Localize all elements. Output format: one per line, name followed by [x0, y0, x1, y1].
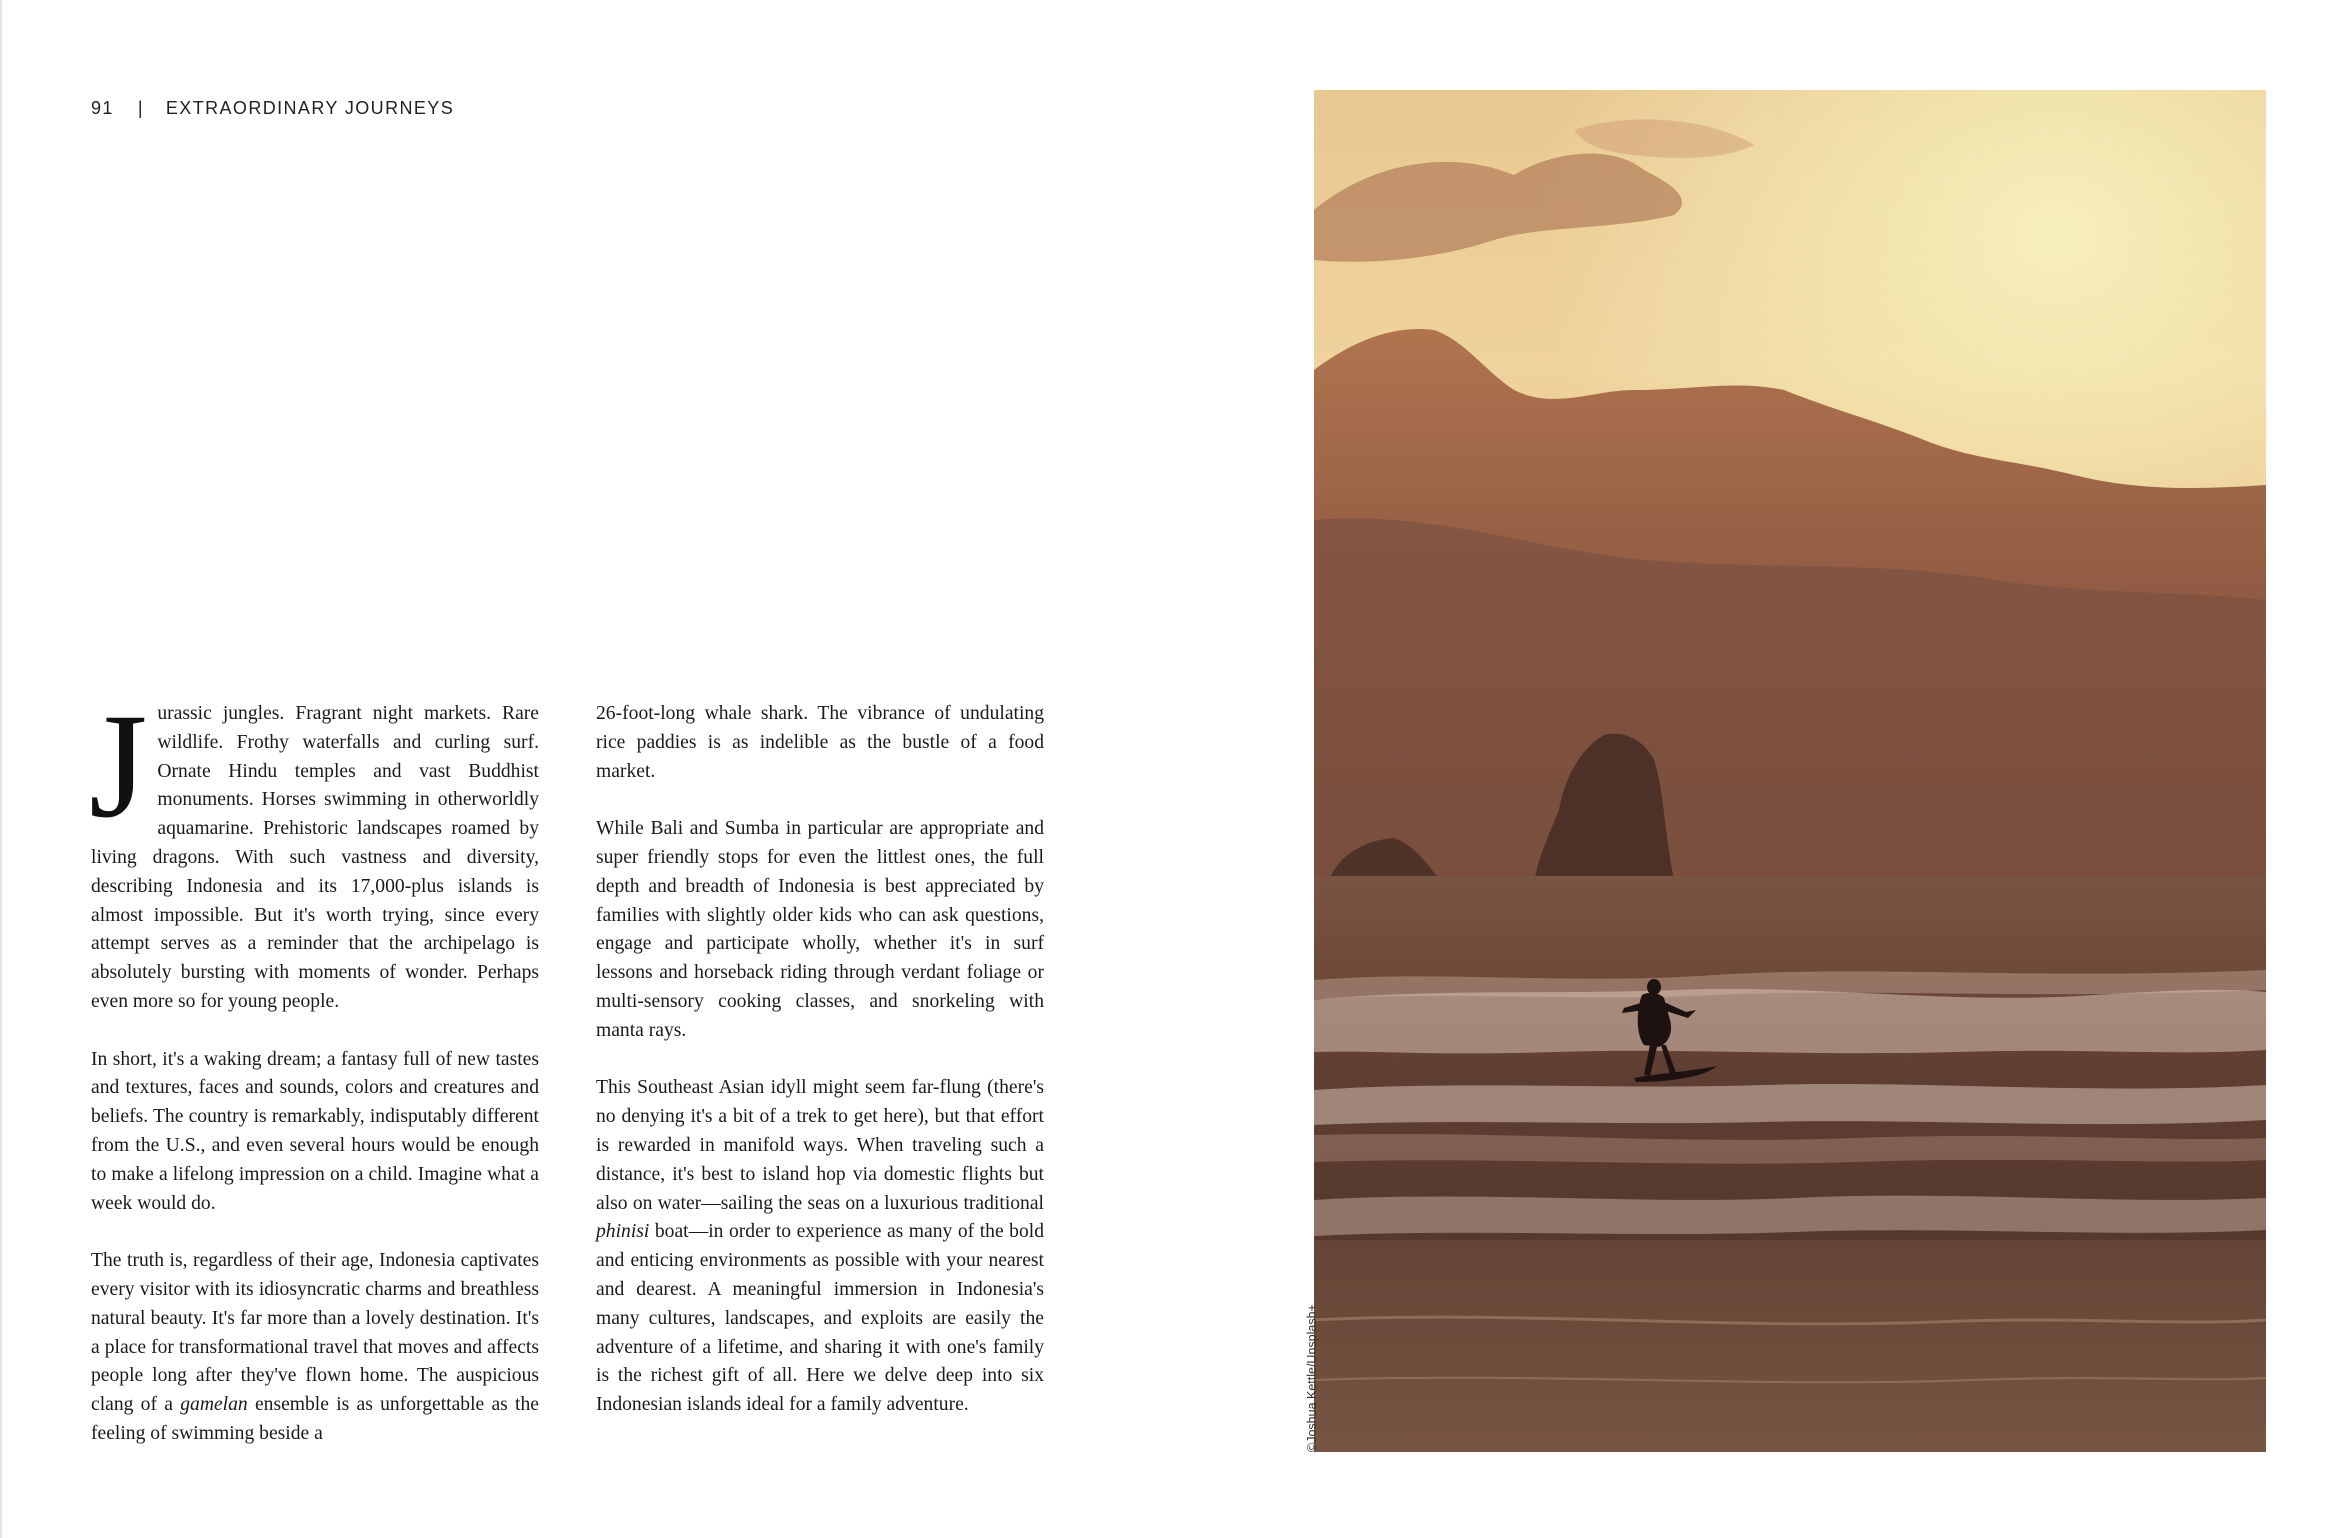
article-column-left	[89, 683, 539, 1449]
sunset-surfer-photo	[1314, 90, 2266, 1452]
paragraph-idyll	[596, 1074, 1044, 1420]
photo-credit: ©Joshua Kettle/Unsplash+	[1305, 1304, 1319, 1452]
section-title: EXTRAORDINARY JOURNEYS	[165, 98, 455, 118]
paragraph-intro	[89, 683, 539, 1017]
article-column-right	[596, 700, 1044, 1420]
italic-phinisi: phinisi	[596, 1221, 650, 1243]
italic-gamelan: gamelan	[180, 1394, 248, 1416]
paragraph-intro-text: urassic jungles. Fragrant night markets. Rare wildlife. Frothy waterfalls and curling surf. Ornate Hindu temples and vast Buddhist monuments. Horses swimming in otherworldly aquamarine. Prehistoric landscapes roamed by living dragons. With such vastness and diversity, describing Indonesia and its 17,000-plus islands is almost impossible. But it's worth trying, since every attempt serves as a reminder that the archipelago is absolutely bursting with moments of wonder. Perhaps even more so for young people.	[91, 703, 539, 1012]
running-header	[91, 98, 454, 119]
header-separator: |	[137, 98, 144, 118]
paragraph-truth-text-a: The truth is, regardless of their age, Indonesia captivates every visitor with its idiosyncratic charms and breathless natural beauty. It's far more than a lovely destination. It's a place for transformational travel that moves and affects people long after they've flown home. The auspicious clang of a	[91, 1250, 539, 1416]
page-number: 91	[91, 98, 114, 118]
page-edge-rule	[0, 0, 2, 1538]
paragraph-bali-sumba: While Bali and Sumba in particular are appropriate and super friendly stops for even the littlest ones, the full depth and breadth of Indonesia is best appreciated by families with slightly older kids who can ask questions, engage and participate wholly, whether it's in surf lessons and horseback riding through verdant foliage or multi-sensory cooking classes, and snorkeling with manta rays.	[596, 818, 1044, 1041]
paragraph-idyll-text-a: This Southeast Asian idyll might seem far-flung (there's no denying it's a bit of a trek to get here), but that effort is rewarded in manifold ways. When traveling such a distance, it's best to island hop via domestic flights but also on water—sailing the seas on a luxurious traditional	[596, 1077, 1044, 1214]
paragraph-truth-text-b: ensemble is as unforgettable as the feeling of swimming beside a	[91, 1394, 539, 1444]
paragraph-whale-shark: 26-foot-long whale shark. The vibrance of undulating rice paddies is as indelible as the bustle of a food market.	[596, 703, 1044, 782]
paragraph-truth	[91, 1247, 539, 1449]
paragraph-waking-dream: In short, it's a waking dream; a fantasy full of new tastes and textures, faces and sounds, colors and creatures and beliefs. The country is remarkably, indisputably different from the U.S., and even several hours would be enough to make a lifelong impression on a child. Imagine what a week would do.	[91, 1048, 539, 1214]
drop-cap: J	[89, 683, 148, 849]
paragraph-idyll-text-b: boat—in order to experience as many of the bold and enticing environments as possible with your nearest and dearest. A meaningful immersion in Indonesia's many cultures, landscapes, and exploits are easily the adventure of a lifetime, and sharing it with one's family is the richest gift of all. Here we delve deep into six Indonesian islands ideal for a family adventure.	[596, 1221, 1044, 1416]
